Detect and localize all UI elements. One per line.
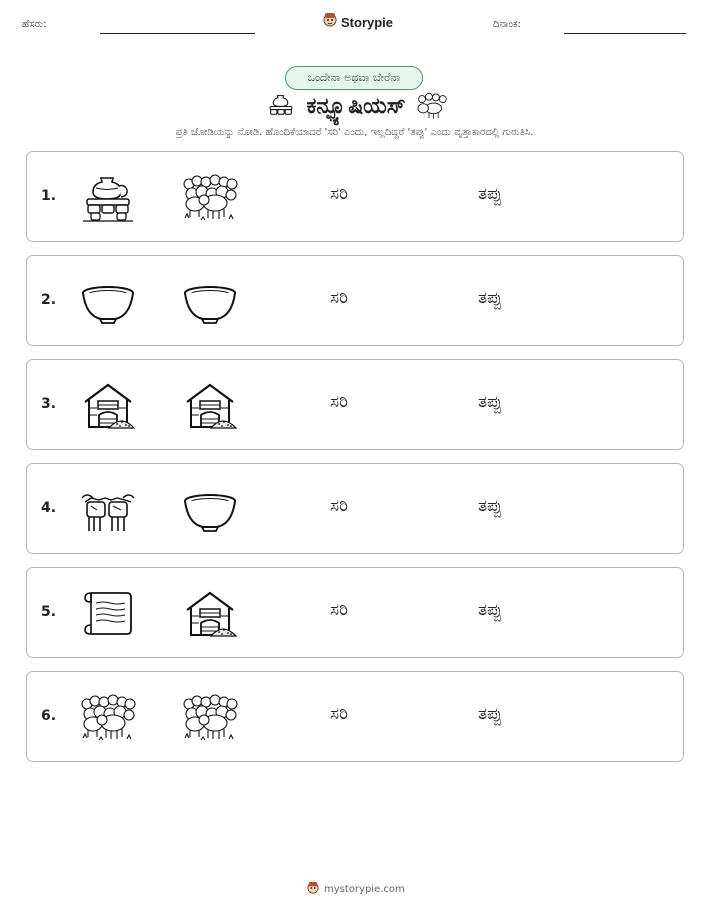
worksheet-title: ಕನ್ಫ್ಯೂಷಿಯಸ್: [306, 93, 406, 119]
sheep-flock-icon: [181, 692, 239, 744]
pair-number: 3.: [41, 396, 57, 412]
brand-name: Storypie: [341, 14, 394, 30]
footer-site[interactable]: mystorypie.com: [324, 884, 405, 895]
bowl-icon: [79, 276, 137, 328]
pair-row: [26, 359, 684, 450]
pair-number: 5.: [41, 604, 57, 620]
barn-icon: [181, 588, 239, 640]
scroll-icon: [79, 588, 137, 640]
sheep-flock-icon: [79, 692, 137, 744]
barn-icon: [79, 380, 137, 432]
pair-number: 1.: [41, 188, 57, 204]
bowl-icon: [181, 484, 239, 536]
pair-row: [26, 463, 684, 554]
date-label: ದಿನಾಂಕ:: [493, 19, 521, 30]
pair-row: [26, 255, 684, 346]
option-false[interactable]: ತಪ್ಪು: [478, 288, 503, 308]
pot-stand-icon: [266, 92, 296, 120]
oxen-icon: [79, 484, 137, 536]
bowl-icon: [181, 276, 239, 328]
date-line[interactable]: [564, 33, 686, 34]
pair-row: [26, 671, 684, 762]
option-true[interactable]: ಸರಿ: [330, 600, 349, 620]
pair-number: 2.: [41, 292, 57, 308]
worksheet-tag: ಒಂದೇನಾ ಅಥವಾ ಬೇರೆನಾ: [285, 66, 423, 90]
pair-number: 4.: [41, 500, 57, 516]
brand: [323, 12, 393, 32]
option-false[interactable]: ತಪ್ಪು: [478, 496, 503, 516]
pair-row: [26, 567, 684, 658]
option-false[interactable]: ತಪ್ಪು: [478, 392, 503, 412]
option-true[interactable]: ಸರಿ: [330, 184, 349, 204]
pair-number: 6.: [41, 708, 57, 724]
option-false[interactable]: ತಪ್ಪು: [478, 600, 503, 620]
storypie-logo-icon: [307, 880, 319, 899]
pot-stand-icon: [79, 172, 137, 224]
instructions: ಪ್ರತಿ ಜೋಡಿಯನ್ನು ನೋಡಿ. ಹೊಂದಿಕೆಯಾದರೆ 'ಸರಿ' ಎಂದು, ಇಲ್ಲದಿದ್ದರೆ 'ತಪ್ಪು' ಎಂದು ವೃತ್ತಾಕಾರದಲ್ಲಿ ಗುರುತಿಸಿ.: [175, 127, 534, 138]
option-true[interactable]: ಸರಿ: [330, 392, 349, 412]
option-true[interactable]: ಸರಿ: [330, 496, 349, 516]
name-label: ಹೆಸರು:: [22, 19, 47, 30]
name-line[interactable]: [100, 33, 255, 34]
option-true[interactable]: ಸರಿ: [330, 288, 349, 308]
storypie-logo-icon: [323, 12, 337, 32]
option-true[interactable]: ಸರಿ: [330, 704, 349, 724]
sheep-flock-icon: [181, 172, 239, 224]
option-false[interactable]: ತಪ್ಪು: [478, 704, 503, 724]
pair-row: [26, 151, 684, 242]
option-false[interactable]: ತಪ್ಪು: [478, 184, 503, 204]
title-row: [238, 90, 478, 122]
footer: [307, 880, 405, 899]
barn-icon: [181, 380, 239, 432]
sheep-flock-icon: [416, 91, 450, 121]
